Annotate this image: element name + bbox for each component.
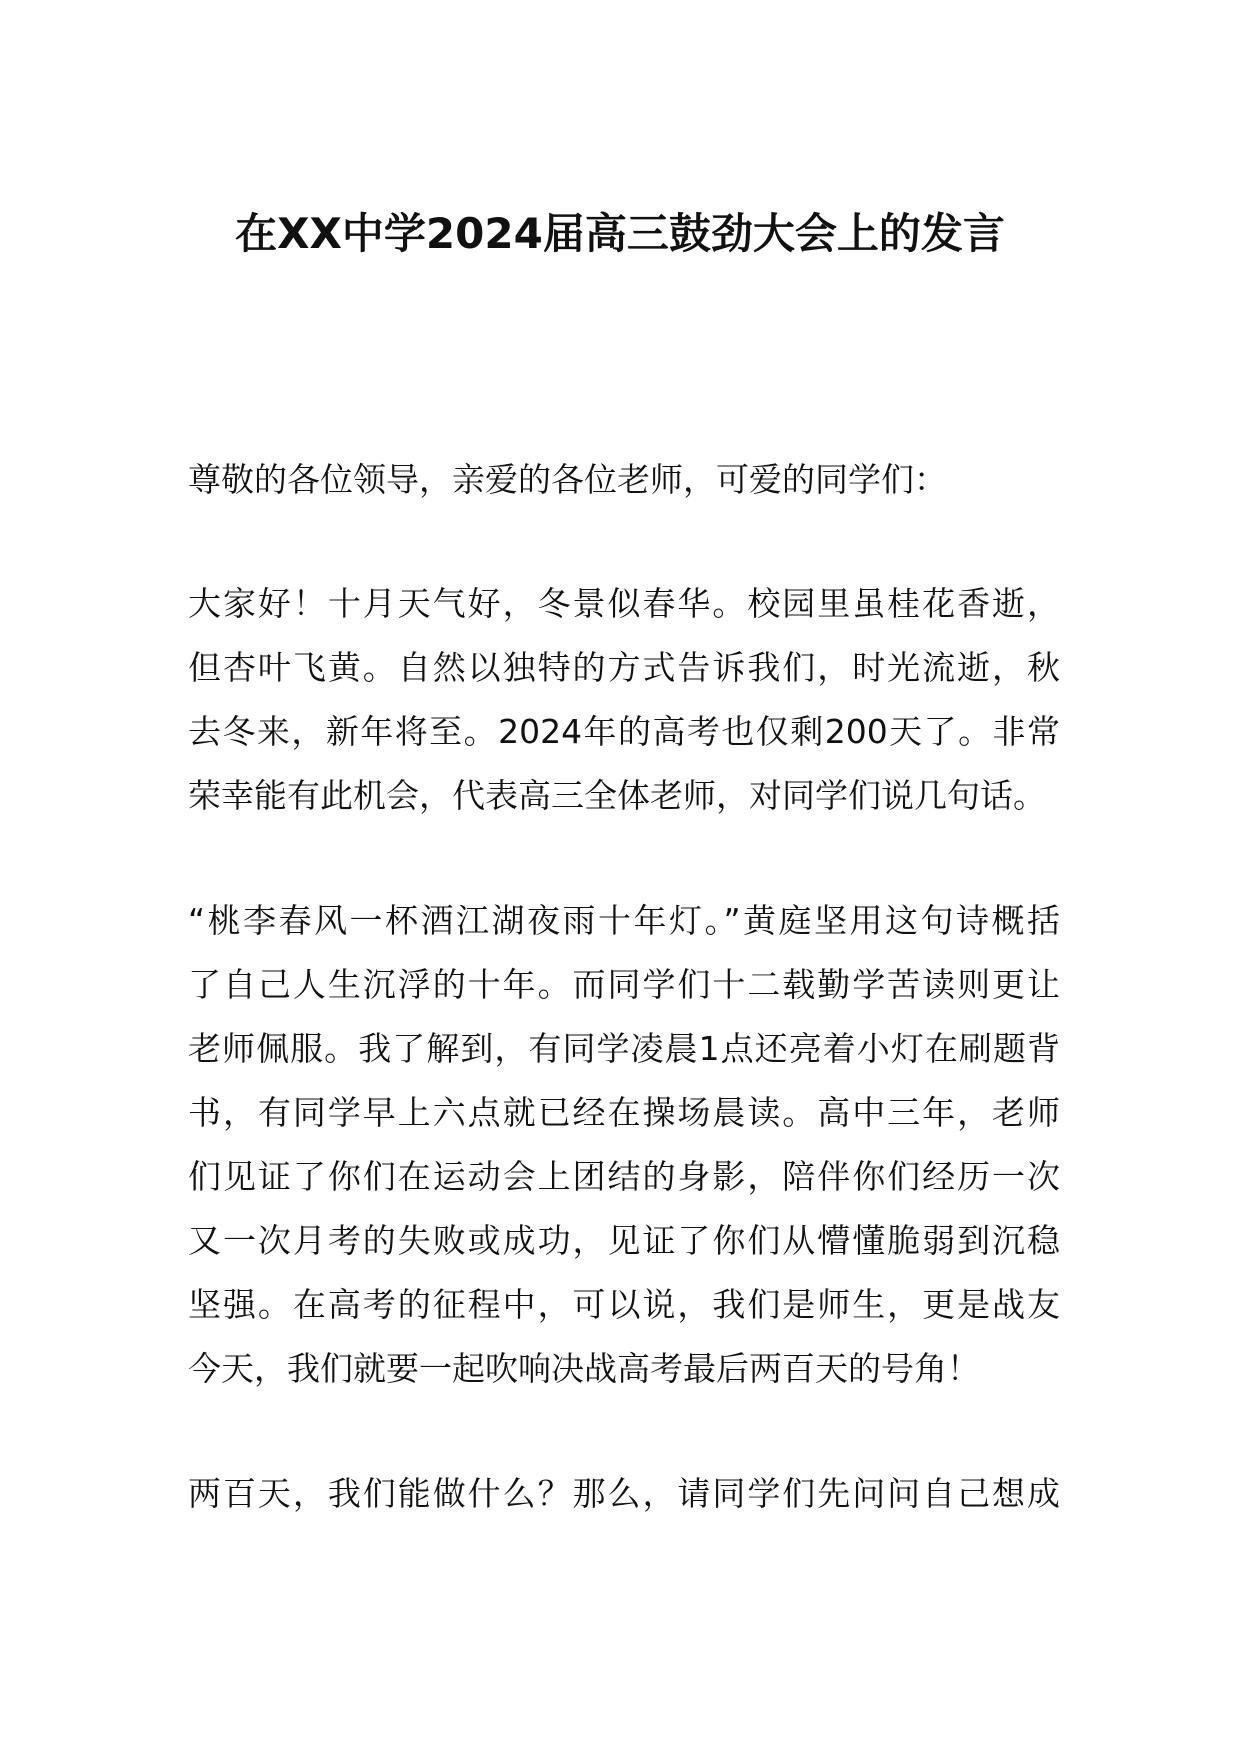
document-title: 在XX中学2024届高三鼓劲大会上的发言 [235, 209, 1005, 258]
paragraph-line: 今天，我们就要一起吹响决战高考最后两百天的号角！ [188, 1349, 980, 1388]
paragraph-line: 了自己人生沉浮的十年。而同学们十二载勤学苦读则更让 [188, 965, 1060, 1004]
paragraph-line: “桃李春风一杯酒江湖夜雨十年灯。”黄庭坚用这句诗概括 [188, 901, 1060, 940]
paragraph-line: 书，有同学早上六点就已经在操场晨读。高中三年，老师 [188, 1093, 1060, 1132]
paragraph-line: 大家好！十月天气好，冬景似春华。校园里虽桂花香逝， [188, 584, 1060, 623]
paragraph-line: 坚强。在高考的征程中，可以说，我们是师生，更是战友 [188, 1285, 1060, 1324]
paragraph-line: 老师佩服。我了解到，有同学凌晨1点还亮着小灯在刷题背 [188, 1029, 1060, 1068]
paragraph-line: 们见证了你们在运动会上团结的身影，陪伴你们经历一次 [188, 1157, 1060, 1196]
paragraph-line: 两百天，我们能做什么？那么，请同学们先问问自己想成 [188, 1474, 1060, 1513]
paragraph-line: 又一次月考的失败或成功，见证了你们从懵懂脆弱到沉稳 [188, 1221, 1060, 1260]
paragraph-line: 尊敬的各位领导，亲爱的各位老师，可爱的同学们： [188, 460, 947, 499]
paragraph-line: 但杏叶飞黄。自然以独特的方式告诉我们，时光流逝，秋 [188, 648, 1060, 687]
paragraph-line: 荣幸能有此机会，代表高三全体老师，对同学们说几句话。 [188, 776, 1046, 815]
paragraph-line: 去冬来，新年将至。2024年的高考也仅剩200天了。非常 [188, 712, 1060, 751]
